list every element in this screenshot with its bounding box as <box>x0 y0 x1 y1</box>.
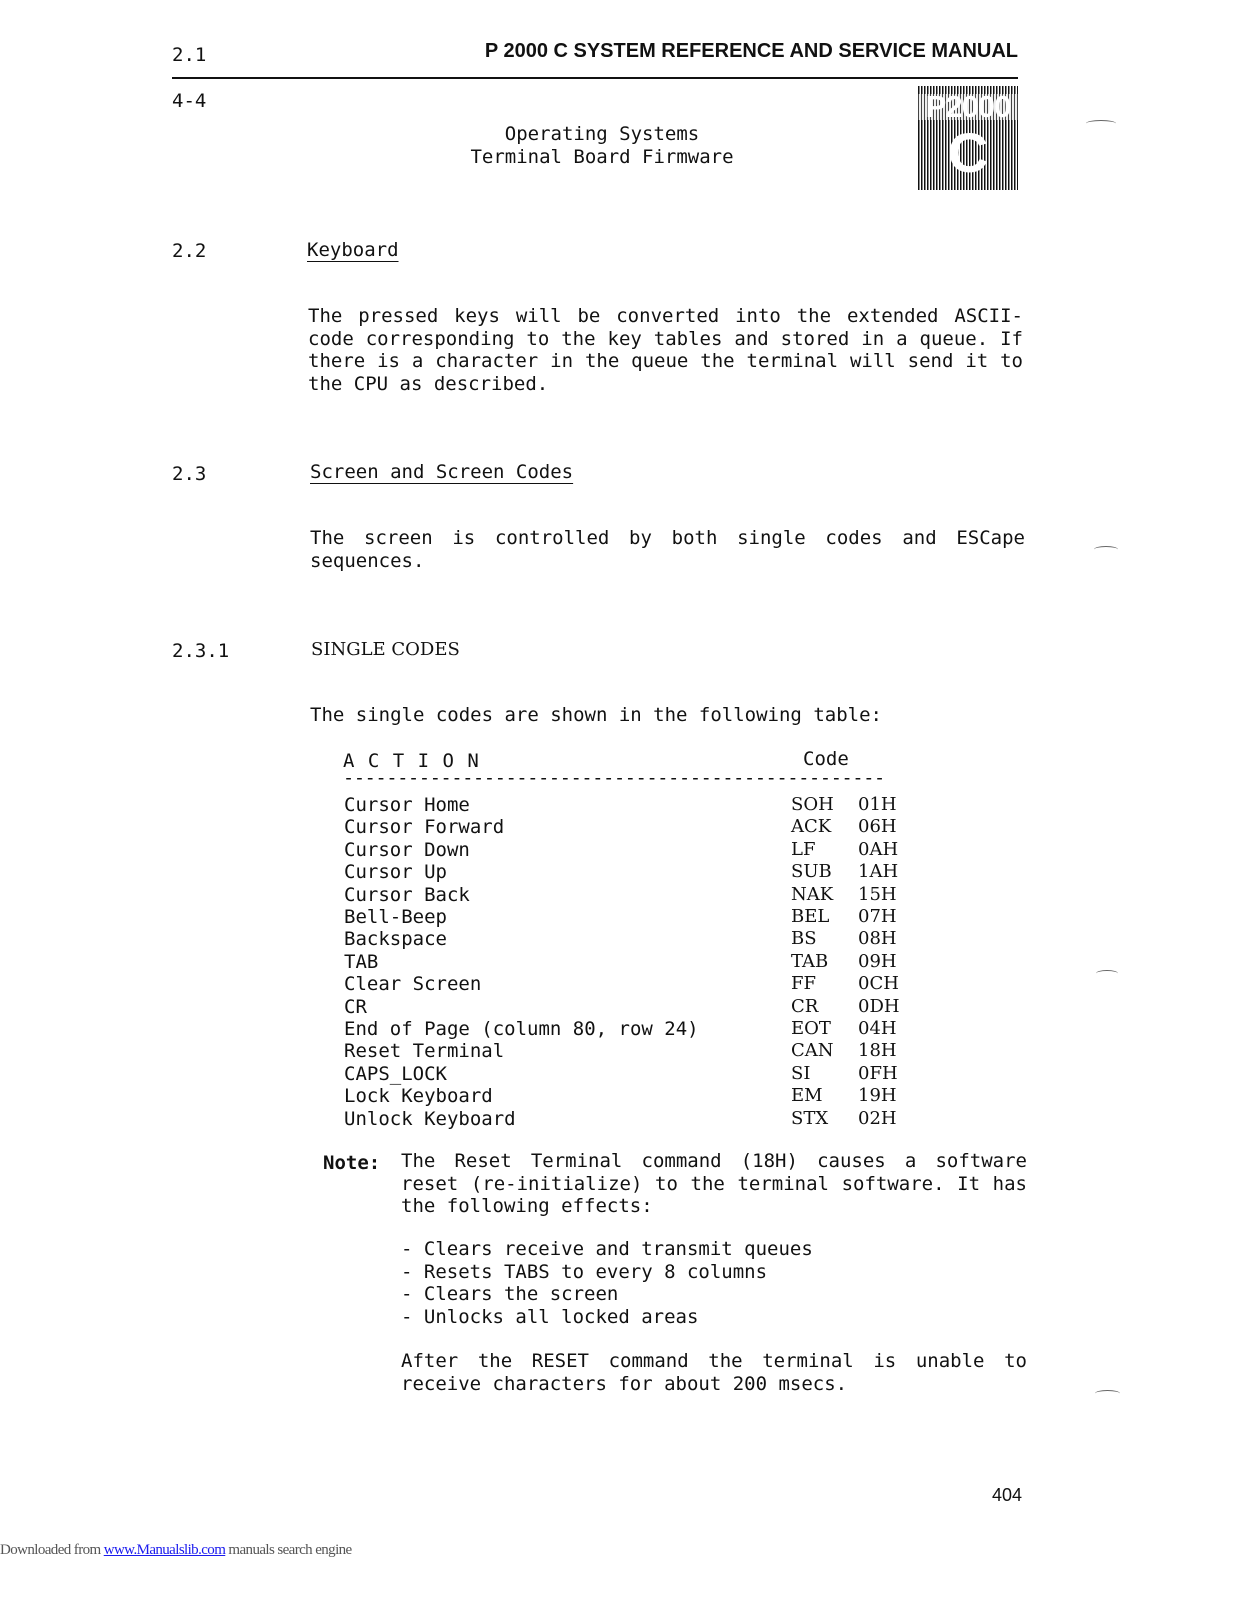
table-row-mnemonic: CAN <box>791 1040 834 1062</box>
table-row-hex: 0DH <box>858 995 900 1017</box>
table-row-mnemonic: EOT <box>791 1018 831 1039</box>
table-divider: -------------------------------------------------- <box>343 768 885 789</box>
table-row-hex: 07H <box>858 906 897 927</box>
note-paragraph: The Reset Terminal command (18H) causes a software reset (re-initialize) to the terminal software. It has the following effects: <box>401 1150 1027 1217</box>
table-row-hex: 02H <box>858 1107 897 1129</box>
page-reference: 4-4 <box>172 90 207 112</box>
download-footer <box>0 1542 1237 1562</box>
section-number-single-codes: 2.3.1 <box>172 640 230 662</box>
effect-item: - Clears the screen <box>401 1283 619 1305</box>
note-effects-list <box>401 1238 813 1328</box>
header-rule <box>172 77 1018 79</box>
table-row-hex: 01H <box>858 794 897 815</box>
logo-text-top: P2000 <box>925 89 1011 124</box>
table-row-action: Cursor Up <box>344 861 447 884</box>
table-row-mnemonic: FF <box>791 973 816 995</box>
table-row-action: CAPS_LOCK <box>344 1062 447 1085</box>
table-row-hex: 08H <box>858 928 897 950</box>
table-row-action: Clear Screen <box>344 973 482 996</box>
table-row-action: CR <box>344 995 367 1018</box>
table-row-action: Unlock Keyboard <box>344 1107 516 1130</box>
table-row-hex: 18H <box>858 1040 897 1062</box>
table-header-action: A C T I O N <box>343 750 480 772</box>
table-row-hex: 0AH <box>858 838 899 860</box>
screen-paragraph: The screen is controlled by both single codes and ESCape sequences. <box>310 527 1025 572</box>
chapter-subtitle-1: Operating Systems <box>504 123 700 145</box>
effect-item: - Clears receive and transmit queues <box>401 1238 813 1260</box>
table-row-mnemonic: ACK <box>791 816 832 838</box>
table-row-hex: 09H <box>858 950 897 972</box>
logo-text-c: C <box>947 121 989 184</box>
header-section-number: 2.1 <box>172 44 207 66</box>
table-row-action: Lock Keyboard <box>344 1085 493 1108</box>
section-title-screen: Screen and Screen Codes <box>310 461 574 483</box>
table-row-hex: 19H <box>858 1085 897 1107</box>
table-row-mnemonic: LF <box>791 838 816 860</box>
chapter-subtitle-2: Terminal Board Firmware <box>470 146 734 168</box>
section-title-single-codes: SINGLE CODES <box>311 639 460 660</box>
table-row-mnemonic: EM <box>791 1085 823 1107</box>
table-row-action: Cursor Back <box>344 883 470 906</box>
footer-prefix: Downloaded from <box>0 1542 104 1558</box>
table-row-action: End of Page (column 80, row 24) <box>344 1018 699 1040</box>
table-row-action: Cursor Home <box>344 794 470 816</box>
scan-mark <box>1095 1390 1120 1397</box>
table-row-mnemonic: SI <box>791 1062 811 1084</box>
footer-suffix: manuals search engine <box>225 1542 352 1558</box>
p2000c-logo <box>918 86 1018 190</box>
effect-item: - Resets TABS to every 8 columns <box>401 1260 768 1283</box>
table-row-action: Reset Terminal <box>344 1040 505 1063</box>
table-row-mnemonic: NAK <box>791 883 834 905</box>
table-row-mnemonic: CR <box>791 995 819 1017</box>
table-row-mnemonic: BS <box>791 928 817 950</box>
scan-mark <box>1096 970 1118 977</box>
keyboard-paragraph: The pressed keys will be converted into the extended ASCII-code corresponding to the key tables and stored in a queue. If there is a character in the queue the terminal will send it to the CPU as described. <box>308 305 1023 395</box>
table-row-action: Bell-Beep <box>344 906 447 928</box>
single-codes-intro: The single codes are shown in the following table: <box>310 704 882 726</box>
table-row-action: TAB <box>344 950 379 973</box>
manual-title: P 2000 C SYSTEM REFERENCE AND SERVICE MANUAL <box>484 40 1018 62</box>
section-number-screen: 2.3 <box>172 463 207 485</box>
table-header-code: Code <box>803 748 849 770</box>
table-row-mnemonic: BEL <box>791 906 830 927</box>
table-row-action: Backspace <box>344 928 447 951</box>
table-row-hex: 1AH <box>858 861 899 883</box>
scan-mark <box>1094 546 1118 553</box>
table-row-mnemonic: SUB <box>791 861 832 883</box>
section-title-keyboard: Keyboard <box>307 239 399 261</box>
section-number-keyboard: 2.2 <box>172 240 207 262</box>
reset-after-paragraph: After the RESET command the terminal is unable to receive characters for about 200 msecs. <box>401 1350 1027 1395</box>
table-row-hex: 04H <box>858 1018 897 1039</box>
table-row-mnemonic: TAB <box>791 950 829 972</box>
table-row-hex: 0FH <box>858 1062 898 1084</box>
manualslib-link[interactable]: www.Manualslib.com <box>103 1542 226 1558</box>
page-number: 404 <box>991 1485 1022 1505</box>
table-row-action: Cursor Forward <box>344 816 505 839</box>
note-label: Note: <box>323 1152 381 1174</box>
table-row-hex: 06H <box>858 816 897 838</box>
table-row-mnemonic: STX <box>791 1107 829 1129</box>
table-row-mnemonic: SOH <box>791 794 834 815</box>
table-row-hex: 15H <box>858 883 897 905</box>
scan-mark <box>1086 120 1116 127</box>
table-row-hex: 0CH <box>858 973 899 995</box>
effect-item: - Unlocks all locked areas <box>401 1305 699 1328</box>
table-row-action: Cursor Down <box>344 838 470 861</box>
